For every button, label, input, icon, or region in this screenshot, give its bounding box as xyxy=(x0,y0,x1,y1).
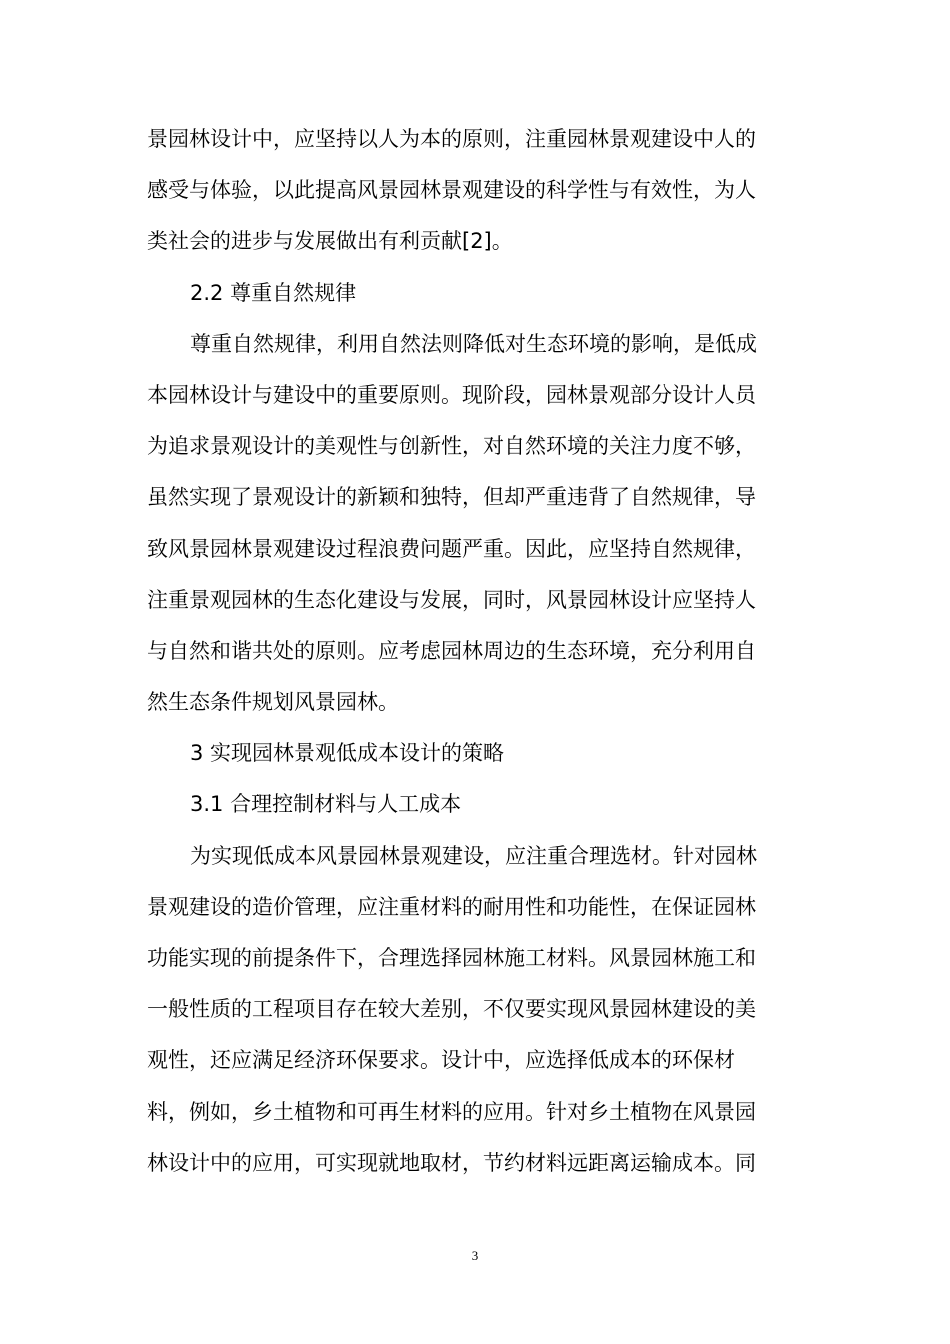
text-line: 功能实现的前提条件下，合理选择园林施工材料。风景园林施工和 xyxy=(147,946,756,970)
section-heading-2-2: 2.2 尊重自然规律 xyxy=(190,280,357,305)
text-line: 景观建设的造价管理，应注重材料的耐用性和功能性，在保证园林 xyxy=(147,894,756,919)
text-line: 虽然实现了景观设计的新颖和独特，但却严重违背了自然规律，导 xyxy=(147,485,756,510)
page-number: 3 xyxy=(471,1248,479,1263)
text-line: 尊重自然规律，利用自然法则降低对生态环境的影响，是低成 xyxy=(190,331,757,356)
text-line: 观性，还应满足经济环保要求。设计中，应选择低成本的环保材 xyxy=(147,1048,735,1073)
text-line: 然生态条件规划风景园林。 xyxy=(147,690,399,715)
text-line: 为追求景观设计的美观性与创新性，对自然环境的关注力度不够， xyxy=(147,434,756,459)
text-line: 致风景园林景观建设过程浪费问题严重。因此，应坚持自然规律， xyxy=(147,536,756,561)
text-line: 为实现低成本风景园林景观建设，应注重合理选材。针对园林 xyxy=(190,843,757,868)
section-heading-3: 3 实现园林景观低成本设计的策略 xyxy=(190,741,505,766)
text-line: 林设计中的应用，可实现就地取材，节约材料远距离运输成本。同 xyxy=(147,1150,756,1175)
text-line: 料，例如，乡土植物和可再生材料的应用。针对乡土植物在风景园 xyxy=(147,1099,756,1124)
text-line: 感受与体验，以此提高风景园林景观建设的科学性与有效性，为人 xyxy=(147,178,756,203)
text-line: 景园林设计中，应坚持以人为本的原则，注重园林景观建设中人的 xyxy=(147,127,756,151)
text-line: 一般性质的工程项目存在较大差别，不仅要实现风景园林建设的美 xyxy=(147,997,756,1022)
text-line: 注重景观园林的生态化建设与发展，同时，风景园林设计应坚持人 xyxy=(147,587,756,612)
body-text xyxy=(147,114,797,1189)
text-line: 与自然和谐共处的原则。应考虑园林周边的生态环境，充分利用自 xyxy=(147,638,756,663)
text-line: 类社会的进步与发展做出有利贡献[2]。 xyxy=(147,229,513,254)
text-line: 本园林设计与建设中的重要原则。现阶段，园林景观部分设计人员 xyxy=(147,382,756,407)
section-heading-3-1: 3.1 合理控制材料与人工成本 xyxy=(190,792,462,817)
